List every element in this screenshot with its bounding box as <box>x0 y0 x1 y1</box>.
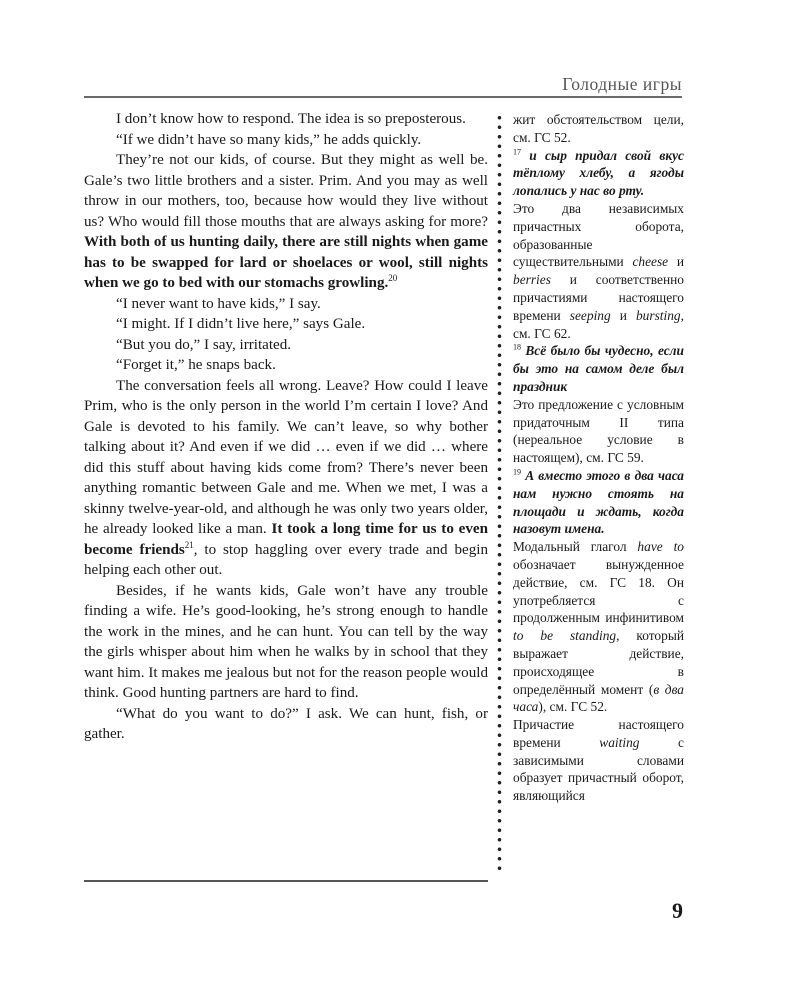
note-17-term-cheese: cheese <box>632 254 669 270</box>
paragraph-7: “Forget it,” he snaps back. <box>116 357 276 373</box>
note-17-text-b: и <box>668 254 684 270</box>
note-17-text-d: и <box>610 307 636 323</box>
note-17-number: 17 <box>513 147 521 157</box>
paragraph-8-text: The conversation feels all wrong. Leave? How could I leave Prim, who is the only person in the world I’m certain I love? And Gale is devoted to his family. We can’t leave, so why bother talking about it? And even if we did … even if we did … where did this stuff about having kids come from? There’s never been anything romantic between Gale and me. When we met, I was a skinny twelve-year-old, and although he was only two years older, he already looked like a man. <box>84 377 488 537</box>
paragraph-9: Besides, if he wants kids, Gale won’t have any trouble finding a wife. He’s good-looking, he’s strong enough to handle the work in the mines, and he can hunt. You can tell by the way the girls whisper about him when he walks by in school that they want him. It makes me jealous but not for the reason people would think. Good hunting partners are hard to find. <box>84 582 488 701</box>
note-19-text-f: с зависимыми словами образует причастный оборот, являющийся <box>513 734 685 804</box>
note-19-term-dva-chasa: в два часа <box>513 681 684 715</box>
paragraph-5: “I might. If I didn’t live here,” says Gale. <box>116 316 366 332</box>
note-19-text-e: Причастие настоящего времени <box>513 717 684 750</box>
note-18-quote-text: Всё было бы чудесно, если бы это на самом деле был праздник <box>513 343 684 394</box>
note-17-text-a: Это два независимых причастных оборота, образованные существительными <box>513 200 684 270</box>
note-18-number: 18 <box>513 342 521 352</box>
header-rule <box>84 96 682 98</box>
paragraph-10: “What do you want to do?” I ask. We can hunt, fish, or gather. <box>84 705 488 742</box>
note-19-text-d: ), см. ГС 52. <box>538 699 608 715</box>
paragraph-2: “If we didn’t have so many kids,” he adds quickly. <box>116 131 422 148</box>
main-text-column <box>84 109 488 745</box>
note-17-explanation <box>513 200 684 342</box>
note-19-text-a: Модальный глагол <box>513 539 638 555</box>
paragraph-8-text-end: , to stop haggling over every trade and begin helping each other out. <box>84 541 489 578</box>
paragraph-1: I don’t know how to respond. The idea is so preposterous. <box>116 111 466 127</box>
note-19-term-have-to: have to <box>637 539 684 555</box>
footnote-ref-21[interactable]: 21 <box>184 539 194 550</box>
paragraph-6: “But you do,” I say, irritated. <box>116 336 292 353</box>
note-18-explanation: Это предложение с условным придаточным II типа (нереальное условие в настоящем), см. ГС 59. <box>513 396 684 466</box>
note-19-quote <box>513 467 684 538</box>
note-17-text-e: , см. ГС 62. <box>513 307 684 341</box>
note-19-number: 19 <box>513 467 521 477</box>
note-17-term-bursting: bursting <box>635 307 681 323</box>
note-19-text-c: , который выражает действие, происходящее в определённый момент ( <box>513 628 684 697</box>
footnote-ref-20[interactable]: 20 <box>388 272 398 283</box>
bottom-rule <box>84 880 488 882</box>
paragraph-3-text: They’re not our kids, of course. But they might as well be. Gale’s two little brothers and a sister. Prim. And you may as well throw in our mothers, too, because how would they live without us? Who would fill those mouths that are always asking for more? <box>84 152 488 230</box>
note-17-quote-text: и сыр придал свой вкус тёплому хлебу, а ягоды лопались у нас во рту. <box>513 147 684 199</box>
paragraph-3-highlight: With both of us hunting daily, there are still nights when game has to be swapped for lard or shoelaces or wool, still nights when we go to bed with our stomachs growling. <box>84 234 488 291</box>
note-19-quote-text: А вместо этого в два часа нам нужно стоять на площади и ждать, когда назовут имена. <box>513 467 684 537</box>
note-19-explanation-2 <box>513 716 684 805</box>
note-17-quote <box>513 147 684 200</box>
note-17-term-berries: berries <box>513 272 551 288</box>
note-17-text-c: и соответственно причастиями настоящего времени <box>513 272 684 323</box>
note-19-explanation <box>513 538 684 716</box>
note-17-term-seeping: seeping <box>569 307 611 323</box>
dotted-column-divider <box>497 113 502 873</box>
note-16-continuation: жит обстоятельством цели, см. ГС 52. <box>513 112 684 145</box>
note-19-term-to-be-standing: to be standing <box>513 628 617 644</box>
page-number: 9 <box>672 898 683 923</box>
note-19-text-b: обозначает вынужденное действие, см. ГС 18. Он употребляется с продолженным инфинитивом <box>513 556 684 626</box>
paragraph-4: “I never want to have kids,” I say. <box>116 295 321 312</box>
note-18-quote <box>513 342 684 395</box>
paragraph-8 <box>84 376 488 581</box>
running-header-title: Голодные игры <box>562 74 682 94</box>
note-19-term-waiting: waiting <box>599 734 640 750</box>
paragraph-8-highlight: It took a long time for us to even become friends <box>84 521 488 558</box>
notes-column <box>513 111 684 805</box>
paragraph-3 <box>84 150 488 294</box>
